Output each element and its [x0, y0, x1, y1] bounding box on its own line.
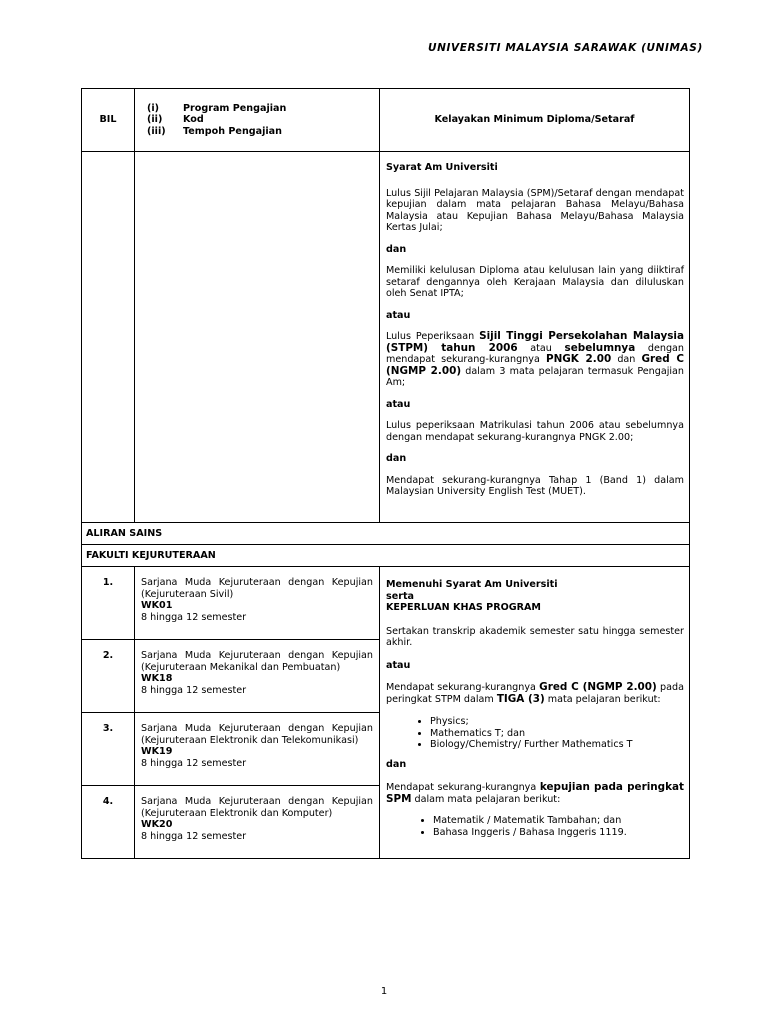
- text-span: Mendapat sekurang-kurangnya: [386, 682, 540, 693]
- list-item: • Bahasa Inggeris / Bahasa Inggeris 1119.: [433, 827, 684, 839]
- connector-dan: dan: [386, 453, 407, 464]
- fakulti-title: FAKULTI KEJURUTERAAN: [82, 545, 690, 567]
- bold-span: sebelumnya: [564, 341, 636, 354]
- bold-span: TIGA (3): [496, 692, 545, 705]
- fakulti-row: [82, 545, 690, 567]
- program-duration: 8 hingga 12 semester: [141, 830, 247, 842]
- syarat-am-cell: [380, 152, 690, 523]
- bold-span: Sijil Tinggi Persekolahan Malaysia (STPM) tahun 2006: [386, 330, 684, 354]
- bold-span: Gred C (NGMP 2.00): [386, 353, 684, 377]
- bold-span: Gred C (NGMP 2.00): [539, 681, 657, 693]
- program-cell: [135, 713, 380, 786]
- bil-header: BIL: [82, 89, 135, 152]
- program-code: WK19: [141, 746, 173, 757]
- program-code: WK20: [141, 819, 173, 830]
- document-header: UNIVERSITI MALAYSIA SARAWAK (UNIMAS): [428, 42, 703, 54]
- connector-atau: atau: [386, 398, 411, 410]
- list-item: • Mathematics T; dan: [430, 728, 684, 740]
- item-label: Program Pengajian: [183, 102, 287, 114]
- syarat-am-row: [82, 152, 690, 523]
- requirements-table: [81, 88, 690, 859]
- special-requirements-cell: [380, 567, 690, 859]
- syarat-p5: Mendapat sekurang-kurangnya Tahap 1 (Band 1) dalam Malaysian University English Test (MUET).: [386, 474, 684, 497]
- connector-dan: dan: [386, 758, 407, 770]
- kelayakan-header: Kelayakan Minimum Diploma/Setaraf: [380, 89, 690, 152]
- program-cell: [135, 640, 380, 713]
- text-span: mata pelajaran berikut:: [544, 693, 661, 705]
- syarat-p2: Memiliki kelulusan Diploma atau kelulusan lain yang diiktiraf setaraf dengannya oleh Kerajaan Malaysia dan diluluskan oleh Senat IPTA;: [386, 265, 684, 299]
- connector-dan: dan: [386, 243, 407, 255]
- page-number: 1: [380, 986, 388, 997]
- text-span: atau: [517, 342, 565, 354]
- req-title-2: serta: [386, 590, 415, 602]
- text-span: dalam mata pelajaran berikut:: [411, 793, 561, 805]
- syarat-p1: Lulus Sijil Pelajaran Malaysia (SPM)/Setaraf dengan mendapat kepujian dalam mata pelajaran Bahasa Melayu/Bahasa Malaysia atau Kepujian Bahasa Melayu/Bahasa Malaysia Kertas Julai;: [386, 187, 684, 233]
- program-name: Sarjana Muda Kejuruteraan dengan Kepujian (Kejuruteraan Mekanikal dan Pembuatan): [141, 650, 373, 673]
- table-row: [82, 567, 690, 640]
- aliran-title: ALIRAN SAINS: [82, 523, 690, 545]
- program-duration: 8 hingga 12 semester: [141, 757, 247, 769]
- program-name: Sarjana Muda Kejuruteraan dengan Kepujian (Kejuruteraan Elektronik dan Komputer): [141, 796, 373, 819]
- empty-cell: [135, 152, 380, 523]
- program-name: Sarjana Muda Kejuruteraan dengan Kepujian (Kejuruteraan Sivil): [141, 577, 373, 600]
- program-duration: 8 hingga 12 semester: [141, 684, 247, 696]
- program-duration: 8 hingga 12 semester: [141, 611, 247, 623]
- program-name: Sarjana Muda Kejuruteraan dengan Kepujian (Kejuruteraan Elektronik dan Telekomunikasi): [141, 723, 373, 746]
- spm-subject-list: [386, 815, 684, 838]
- program-cell: [135, 567, 380, 640]
- aliran-row: [82, 523, 690, 545]
- req-p2: [386, 682, 684, 705]
- item-num: (iii): [147, 125, 166, 137]
- empty-cell: [82, 152, 135, 523]
- program-code: WK01: [141, 600, 173, 611]
- text-span: dan: [611, 354, 642, 365]
- bold-span: PNGK 2.00: [545, 353, 612, 365]
- program-header: [135, 89, 380, 152]
- list-item: • Biology/Chemistry/ Further Mathematics T: [430, 739, 684, 751]
- program-number: 4.: [82, 786, 135, 859]
- req-title-3: KEPERLUAN KHAS PROGRAM: [386, 602, 541, 613]
- bold-span: kepujian pada peringkat SPM: [386, 781, 684, 805]
- text-span: Lulus Peperiksaan: [386, 331, 480, 342]
- text-span: Mendapat sekurang-kurangnya: [386, 782, 540, 793]
- program-number: 1.: [82, 567, 135, 640]
- list-item: • Matematik / Matematik Tambahan; dan: [433, 815, 684, 827]
- syarat-am-title: Syarat Am Universiti: [386, 162, 498, 173]
- connector-atau: atau: [386, 659, 411, 671]
- stpm-subject-list: [386, 716, 684, 751]
- text-span: dalam 3 mata pelajaran termasuk Pengajian Am;: [386, 365, 685, 388]
- item-label: Tempoh Pengajian: [183, 125, 282, 137]
- program-code: WK18: [141, 673, 173, 684]
- syarat-p3: [386, 331, 684, 389]
- text-span: dengan mendapat sekurang-kurangnya: [386, 342, 685, 365]
- table-header-row: [82, 89, 690, 152]
- text-span: pada peringkat STPM dalam: [386, 682, 684, 705]
- item-num: (ii): [147, 114, 163, 126]
- req-p3: [386, 782, 684, 805]
- req-title-1: Memenuhi Syarat Am Universiti: [386, 579, 558, 590]
- program-cell: [135, 786, 380, 859]
- program-number: 2.: [82, 640, 135, 713]
- syarat-p4: Lulus peperiksaan Matrikulasi tahun 2006 atau sebelumnya dengan mendapat sekurang-kurangnya PNGK 2.00;: [386, 420, 684, 443]
- list-item: • Physics;: [430, 716, 684, 728]
- item-label: Kod: [183, 114, 204, 126]
- program-number: 3.: [82, 713, 135, 786]
- connector-atau: atau: [386, 309, 411, 321]
- item-num: (i): [147, 102, 160, 114]
- req-p1: Sertakan transkrip akademik semester satu hingga semester akhir.: [386, 625, 684, 648]
